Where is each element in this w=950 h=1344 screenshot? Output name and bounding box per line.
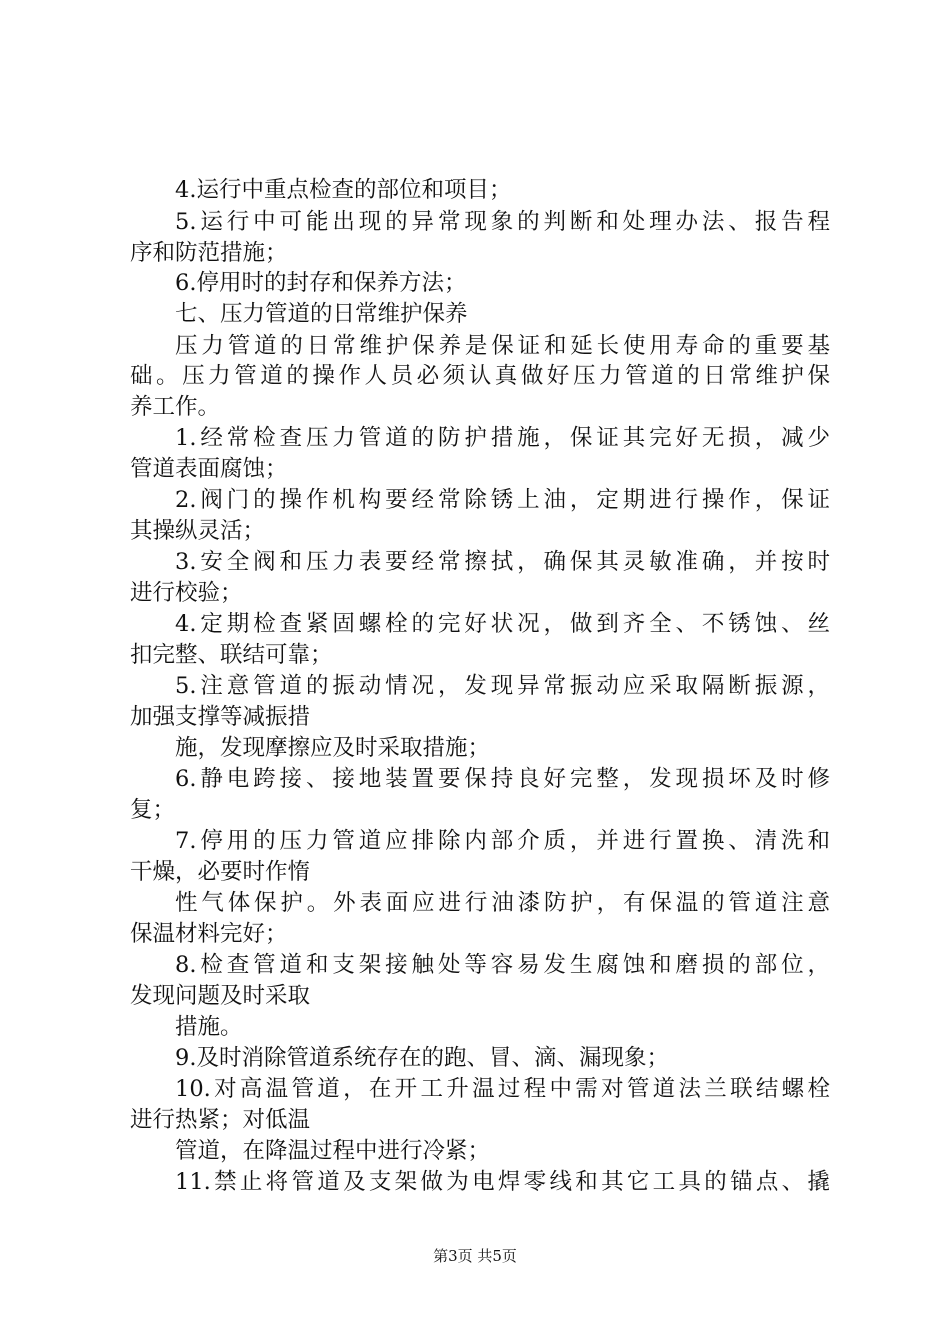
text-line: 进行热紧；对低温 <box>130 1107 311 1133</box>
text-line: 7.停用的压力管道应排除内部介质，并进行置换、清洗和 <box>175 828 830 854</box>
text-line: 3.安全阀和压力表要经常擦拭，确保其灵敏准确，并按时 <box>175 549 830 575</box>
text-line: 其操纵灵活； <box>130 518 266 544</box>
text-line: 11.禁止将管道及支架做为电焊零线和其它工具的锚点、撬 <box>175 1169 830 1195</box>
text-line: 管道，在降温过程中进行冷紧； <box>175 1138 491 1164</box>
text-line: 加强支撑等减振措 <box>130 704 311 730</box>
text-line: 础。压力管道的操作人员必须认真做好压力管道的日常维护保 <box>130 363 830 389</box>
text-line: 性气体保护。外表面应进行油漆防护，有保温的管道注意 <box>175 890 830 916</box>
text-line: 保温材料完好； <box>130 921 288 947</box>
section-heading: 七、压力管道的日常维护保养 <box>175 301 468 327</box>
text-line: 施，发现摩擦应及时采取措施； <box>175 735 491 761</box>
text-line: 压力管道的日常维护保养是保证和延长使用寿命的重要基 <box>175 333 830 359</box>
text-line: 5.注意管道的振动情况，发现异常振动应采取隔断振源， <box>175 673 830 699</box>
text-line: 序和防范措施； <box>130 240 288 266</box>
text-line: 2.阀门的操作机构要经常除锈上油，定期进行操作，保证 <box>175 487 830 513</box>
text-line: 4.定期检查紧固螺栓的完好状况，做到齐全、不锈蚀、丝 <box>175 611 830 637</box>
page-number-footer: 第3页 共5页 <box>433 1247 517 1265</box>
text-line: 1.经常检查压力管道的防护措施，保证其完好无损，减少 <box>175 425 830 451</box>
text-line: 养工作。 <box>130 394 221 420</box>
text-line: 措施。 <box>175 1014 243 1040</box>
text-line: 6.静电跨接、接地装置要保持良好完整，发现损坏及时修 <box>175 766 830 792</box>
text-line: 5.运行中可能出现的异常现象的判断和处理办法、报告程 <box>175 209 830 235</box>
text-line: 扣完整、联结可靠； <box>130 642 333 668</box>
text-line: 干燥，必要时作惰 <box>130 859 311 885</box>
text-line: 8.检查管道和支架接触处等容易发生腐蚀和磨损的部位， <box>175 952 830 978</box>
text-line: 发现问题及时采取 <box>130 983 311 1009</box>
text-line: 6.停用时的封存和保养方法； <box>175 270 467 296</box>
text-line: 管道表面腐蚀； <box>130 456 288 482</box>
text-line: 4.运行中重点检查的部位和项目； <box>175 177 512 203</box>
text-line: 10.对高温管道，在开工升温过程中需对管道法兰联结螺栓 <box>175 1076 830 1102</box>
text-line: 进行校验； <box>130 580 243 606</box>
text-line: 9.及时消除管道系统存在的跑、冒、滴、漏现象； <box>175 1045 669 1071</box>
text-line: 复； <box>130 797 176 823</box>
